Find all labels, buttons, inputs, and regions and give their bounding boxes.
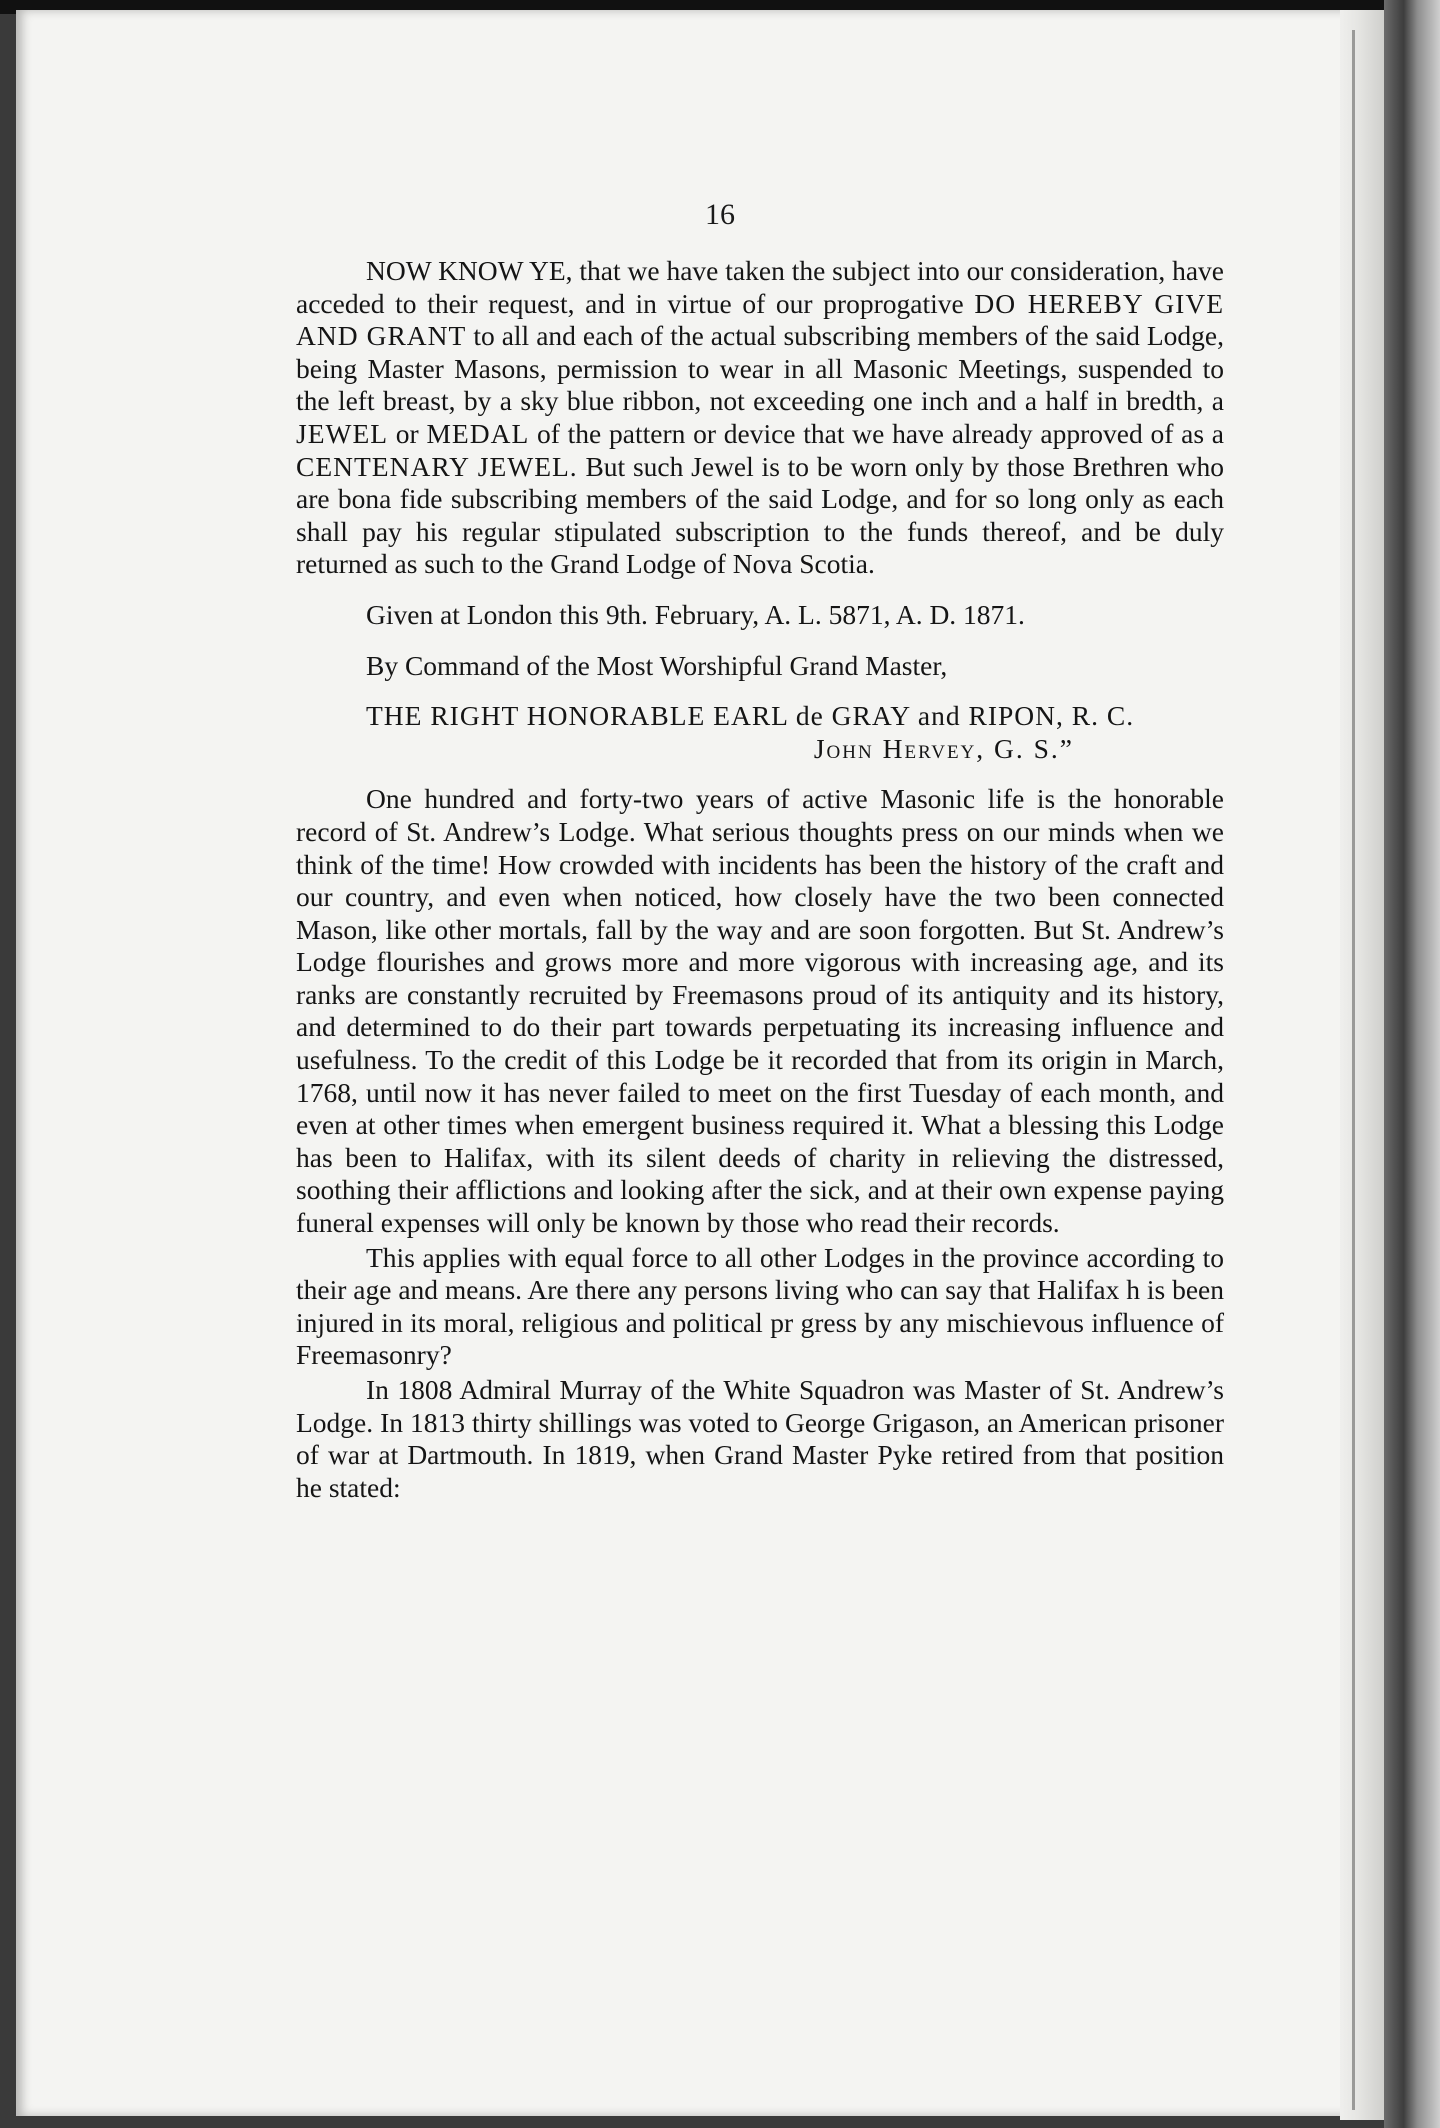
- medal-caps: MEDAL: [426, 417, 530, 449]
- signature-line: John Hervey, G. S.”: [813, 732, 1074, 764]
- given-line: Given at London this 9th. February, A. L. 5871, A. D. 1871.: [366, 598, 1025, 630]
- applies-paragraph: This applies with equal force to all other Lodges in the province according to their age and means. Are there any persons living who can say that Halifax h is been injured in its moral, religious and political pr gress by any mischievous influence of Freemasonry?: [296, 1241, 1224, 1371]
- body-text: [296, 255, 1224, 1504]
- murray-paragraph: In 1808 Admiral Murray of the White Squadron was Master of St. Andrew’s Lodge. In 1813 thirty shillings was voted to George Grigason, an American prisoner of war at Dartmouth. In 1819, when Grand Master Pyke retired from that position he stated:: [296, 1374, 1224, 1503]
- grant-text-1: NOW KNOW YE, that we have taken the subject into our consideration, have acceded to their request, and in virtue of our proprogative: [296, 255, 1224, 319]
- grant-paragraph: [296, 255, 1224, 581]
- grant-text-2: to all and each of the actual subscribing members of the said Lodge, being Master Masons, permission to wear in all Masonic Meetings, suspended to the left breast, by a sky blue ribbon, not exceeding one inch and a half in bredth, a: [296, 320, 1224, 417]
- or-text: or: [388, 417, 427, 449]
- earl-line: THE RIGHT HONORABLE EARL de GRAY and RIPON, R. C.: [366, 700, 1135, 732]
- page-fold-line: [1352, 30, 1355, 2110]
- history-paragraph: One hundred and forty-two years of active Masonic life is the honorable record of St. Andrew’s Lodge. What serious thoughts press on our minds when we think of the time! How crowded with incidents has been the history of the craft and our country, and even when noticed, how closely have the two been connected Mason, like other mortals, fall by the way and are soon forgotten. But St. Andrew’s Lodge flourishes and grows more and more vigorous with increasing age, and its ranks are constantly recruited by Freemasons proud of its antiquity and its history, and determined to do their part towards perpetuating its increasing influence and usefulness. To the credit of this Lodge be it recorded that from its origin in March, 1768, until now it has never failed to meet on the first Tuesday of each month, and even at other times when emergent business required it. What a blessing this Lodge has been to Halifax, with its silent deeds of charity in relieving the distressed, soothing their afflictions and looking after the sick, and at their own expense paying funeral expenses will only be known by those who read their records.: [296, 783, 1224, 1239]
- centenary-caps: CENTENARY JEWEL.: [296, 450, 578, 482]
- page-edge: [1340, 10, 1384, 2120]
- command-line: By Command of the Most Worshipful Grand Master,: [366, 649, 948, 681]
- book-spine: [1384, 0, 1440, 2128]
- grant-text-3: of the pattern or device that we have already approved of as a: [529, 417, 1224, 449]
- jewel-caps: JEWEL: [296, 417, 389, 449]
- grant-caps: DO HEREBY GIVE AND GRANT: [296, 287, 1225, 352]
- page-number: 16: [705, 198, 735, 231]
- grant-text-4: But such Jewel is to be worn only by those Brethren who are bona fide subscribing members of the said Lodge, and for so long only as each shall pay his regular stipulated subscription to the funds thereof, and be duly returned as such to the Grand Lodge of Nova Scotia.: [296, 450, 1224, 580]
